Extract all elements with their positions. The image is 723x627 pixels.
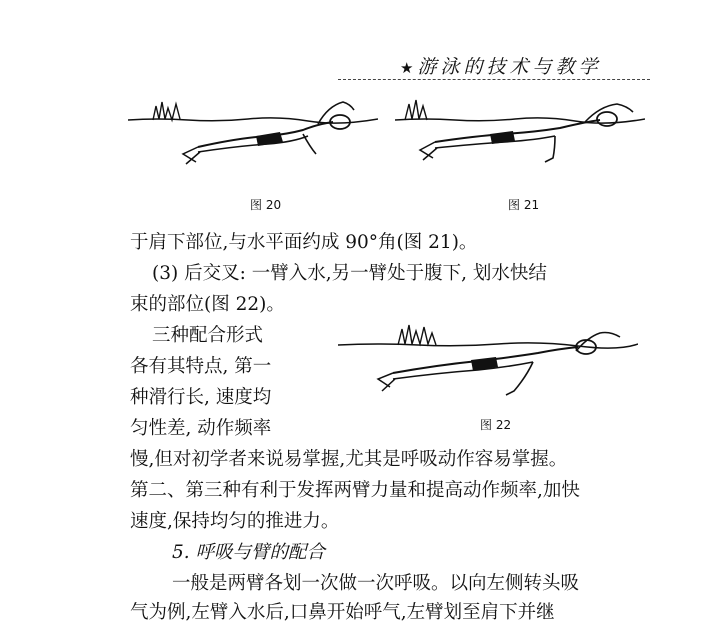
paragraph-line: 慢,但对初学者来说易掌握,尤其是呼吸动作容易掌握。 — [130, 449, 568, 470]
running-header — [400, 52, 601, 79]
figure-22-caption: 图 22 — [480, 418, 512, 432]
paragraph-line: 速度,保持均匀的推进力。 — [130, 511, 340, 532]
figure-21-illustration — [395, 92, 645, 172]
figure-20-illustration — [128, 92, 378, 172]
paragraph-line: 种滑行长, 速度均 — [130, 387, 272, 408]
paragraph-line: 匀性差, 动作频率 — [130, 418, 272, 439]
paragraph-line: 于肩下部位,与水平面约成 90°角(图 21)。 — [130, 232, 478, 253]
paragraph-line: 束的部位(图 22)。 — [130, 294, 285, 315]
header-rule — [338, 79, 650, 80]
star-icon: ★ — [400, 59, 414, 77]
figure-22-illustration — [338, 315, 638, 405]
section-heading: 5. 呼吸与臂的配合 — [172, 542, 326, 563]
paragraph-line: 三种配合形式 — [152, 325, 264, 346]
paragraph-line: (3) 后交叉: 一臂入水,另一臂处于腹下, 划水快结 — [152, 263, 547, 284]
header-title: 游泳的技术与教学 — [417, 56, 602, 78]
figure-21-caption: 图 21 — [508, 198, 540, 212]
figure-20-caption: 图 20 — [250, 198, 282, 212]
paragraph-line: 各有其特点, 第一 — [130, 356, 272, 377]
paragraph-line: 第二、第三种有利于发挥两臂力量和提高动作频率,加快 — [130, 480, 580, 501]
paragraph-line: 一般是两臂各划一次做一次呼吸。以向左侧转头吸 — [172, 573, 580, 594]
paragraph-line: 气为例,左臂入水后,口鼻开始呼气,左臂划至肩下并继 — [130, 602, 555, 623]
